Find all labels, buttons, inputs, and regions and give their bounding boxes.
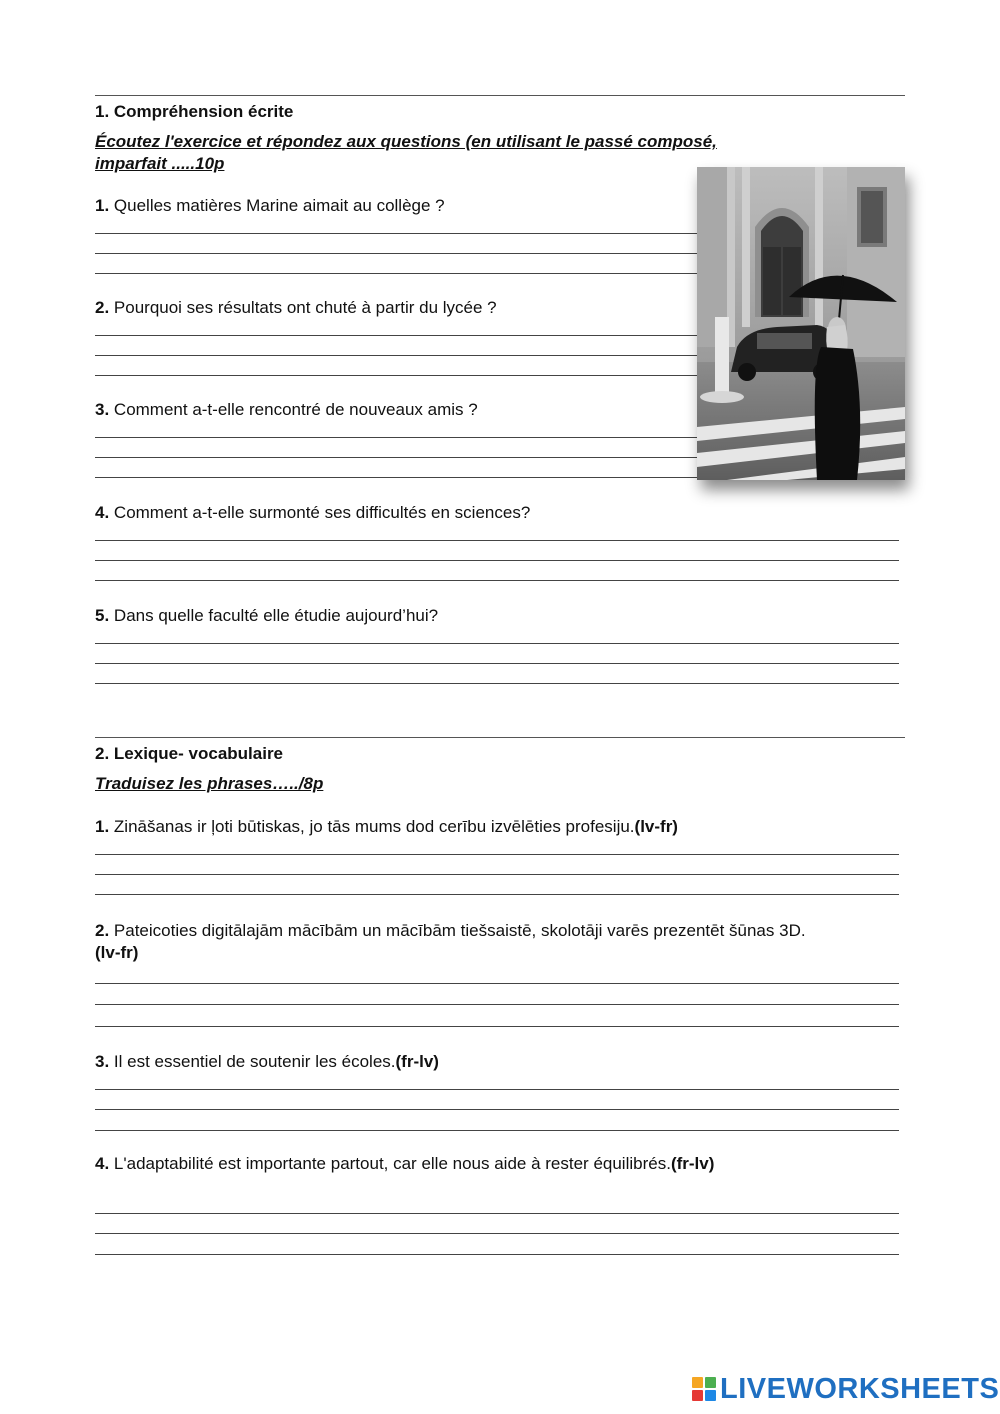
logo-block: [692, 1377, 703, 1388]
logo-blocks-icon: [692, 1377, 716, 1401]
logo-block: [705, 1390, 716, 1401]
question-1: 1. Quelles matières Marine aimait au collège ?: [95, 196, 445, 215]
woman-with-umbrella-photo: [697, 167, 905, 480]
section1-title: 1. Compréhension écrite: [95, 102, 294, 121]
answer-line[interactable]: [95, 1213, 899, 1214]
answer-line[interactable]: [95, 683, 899, 684]
answer-line[interactable]: [95, 1109, 899, 1110]
liveworksheets-logo: [692, 1374, 999, 1404]
answer-line[interactable]: [95, 253, 699, 254]
answer-line[interactable]: [95, 894, 899, 895]
answer-line[interactable]: [95, 580, 899, 581]
translation-3: 3. Il est essentiel de soutenir les écoles.(fr-lv): [95, 1052, 439, 1071]
answer-line[interactable]: [95, 1089, 899, 1090]
answer-line[interactable]: [95, 1026, 899, 1027]
answer-line[interactable]: [95, 355, 699, 356]
answer-line[interactable]: [95, 1233, 899, 1234]
question-3: 3. Comment a-t-elle rencontré de nouveaux amis ?: [95, 400, 478, 419]
question-4: 4. Comment a-t-elle surmonté ses difficultés en sciences?: [95, 503, 531, 522]
translation-1: 1. Zināšanas ir ļoti būtiskas, jo tās mums dod cerību izvēlēties profesiju.(lv-fr): [95, 817, 678, 836]
answer-line[interactable]: [95, 1130, 899, 1131]
answer-line[interactable]: [95, 854, 899, 855]
answer-line[interactable]: [95, 874, 899, 875]
street-scene-illustration: [697, 167, 905, 480]
answer-line[interactable]: [95, 663, 899, 664]
section2-title: 2. Lexique- vocabulaire: [95, 744, 284, 763]
answer-line[interactable]: [95, 375, 699, 376]
answer-line[interactable]: [95, 273, 699, 274]
answer-line[interactable]: [95, 1254, 899, 1255]
answer-line[interactable]: [95, 540, 899, 541]
answer-line[interactable]: [95, 437, 699, 438]
translation-4: 4. L'adaptabilité est importante partout, car elle nous aide à rester équilibrés.(fr-lv): [95, 1154, 715, 1173]
logo-block: [705, 1377, 716, 1388]
logo-text: LIVEWORKSHEETS: [720, 1372, 1000, 1405]
section2-top-rule: [95, 737, 905, 738]
section1-top-rule: [95, 95, 905, 96]
answer-line[interactable]: [95, 643, 899, 644]
answer-line[interactable]: [95, 1004, 899, 1005]
section2-instruction: Traduisez les phrases…../8p: [95, 774, 324, 793]
answer-line[interactable]: [95, 457, 699, 458]
answer-line[interactable]: [95, 233, 699, 234]
answer-line[interactable]: [95, 477, 699, 478]
question-5: 5. Dans quelle faculté elle étudie aujourd’hui?: [95, 606, 439, 625]
section1-instruction-line2: imparfait .....10p: [95, 154, 225, 173]
answer-line[interactable]: [95, 335, 699, 336]
answer-line[interactable]: [95, 560, 899, 561]
question-2: 2. Pourquoi ses résultats ont chuté à partir du lycée ?: [95, 298, 497, 317]
section1-instruction-line1: Écoutez l'exercice et répondez aux questions (en utilisant le passé composé,: [95, 132, 717, 151]
logo-block: [692, 1390, 703, 1401]
translation-2: 2. Pateicoties digitālajām mācībām un mācībām tiešsaistē, skolotāji varēs prezentēt šūnas 3D. (lv-fr): [95, 921, 806, 962]
answer-line[interactable]: [95, 983, 899, 984]
